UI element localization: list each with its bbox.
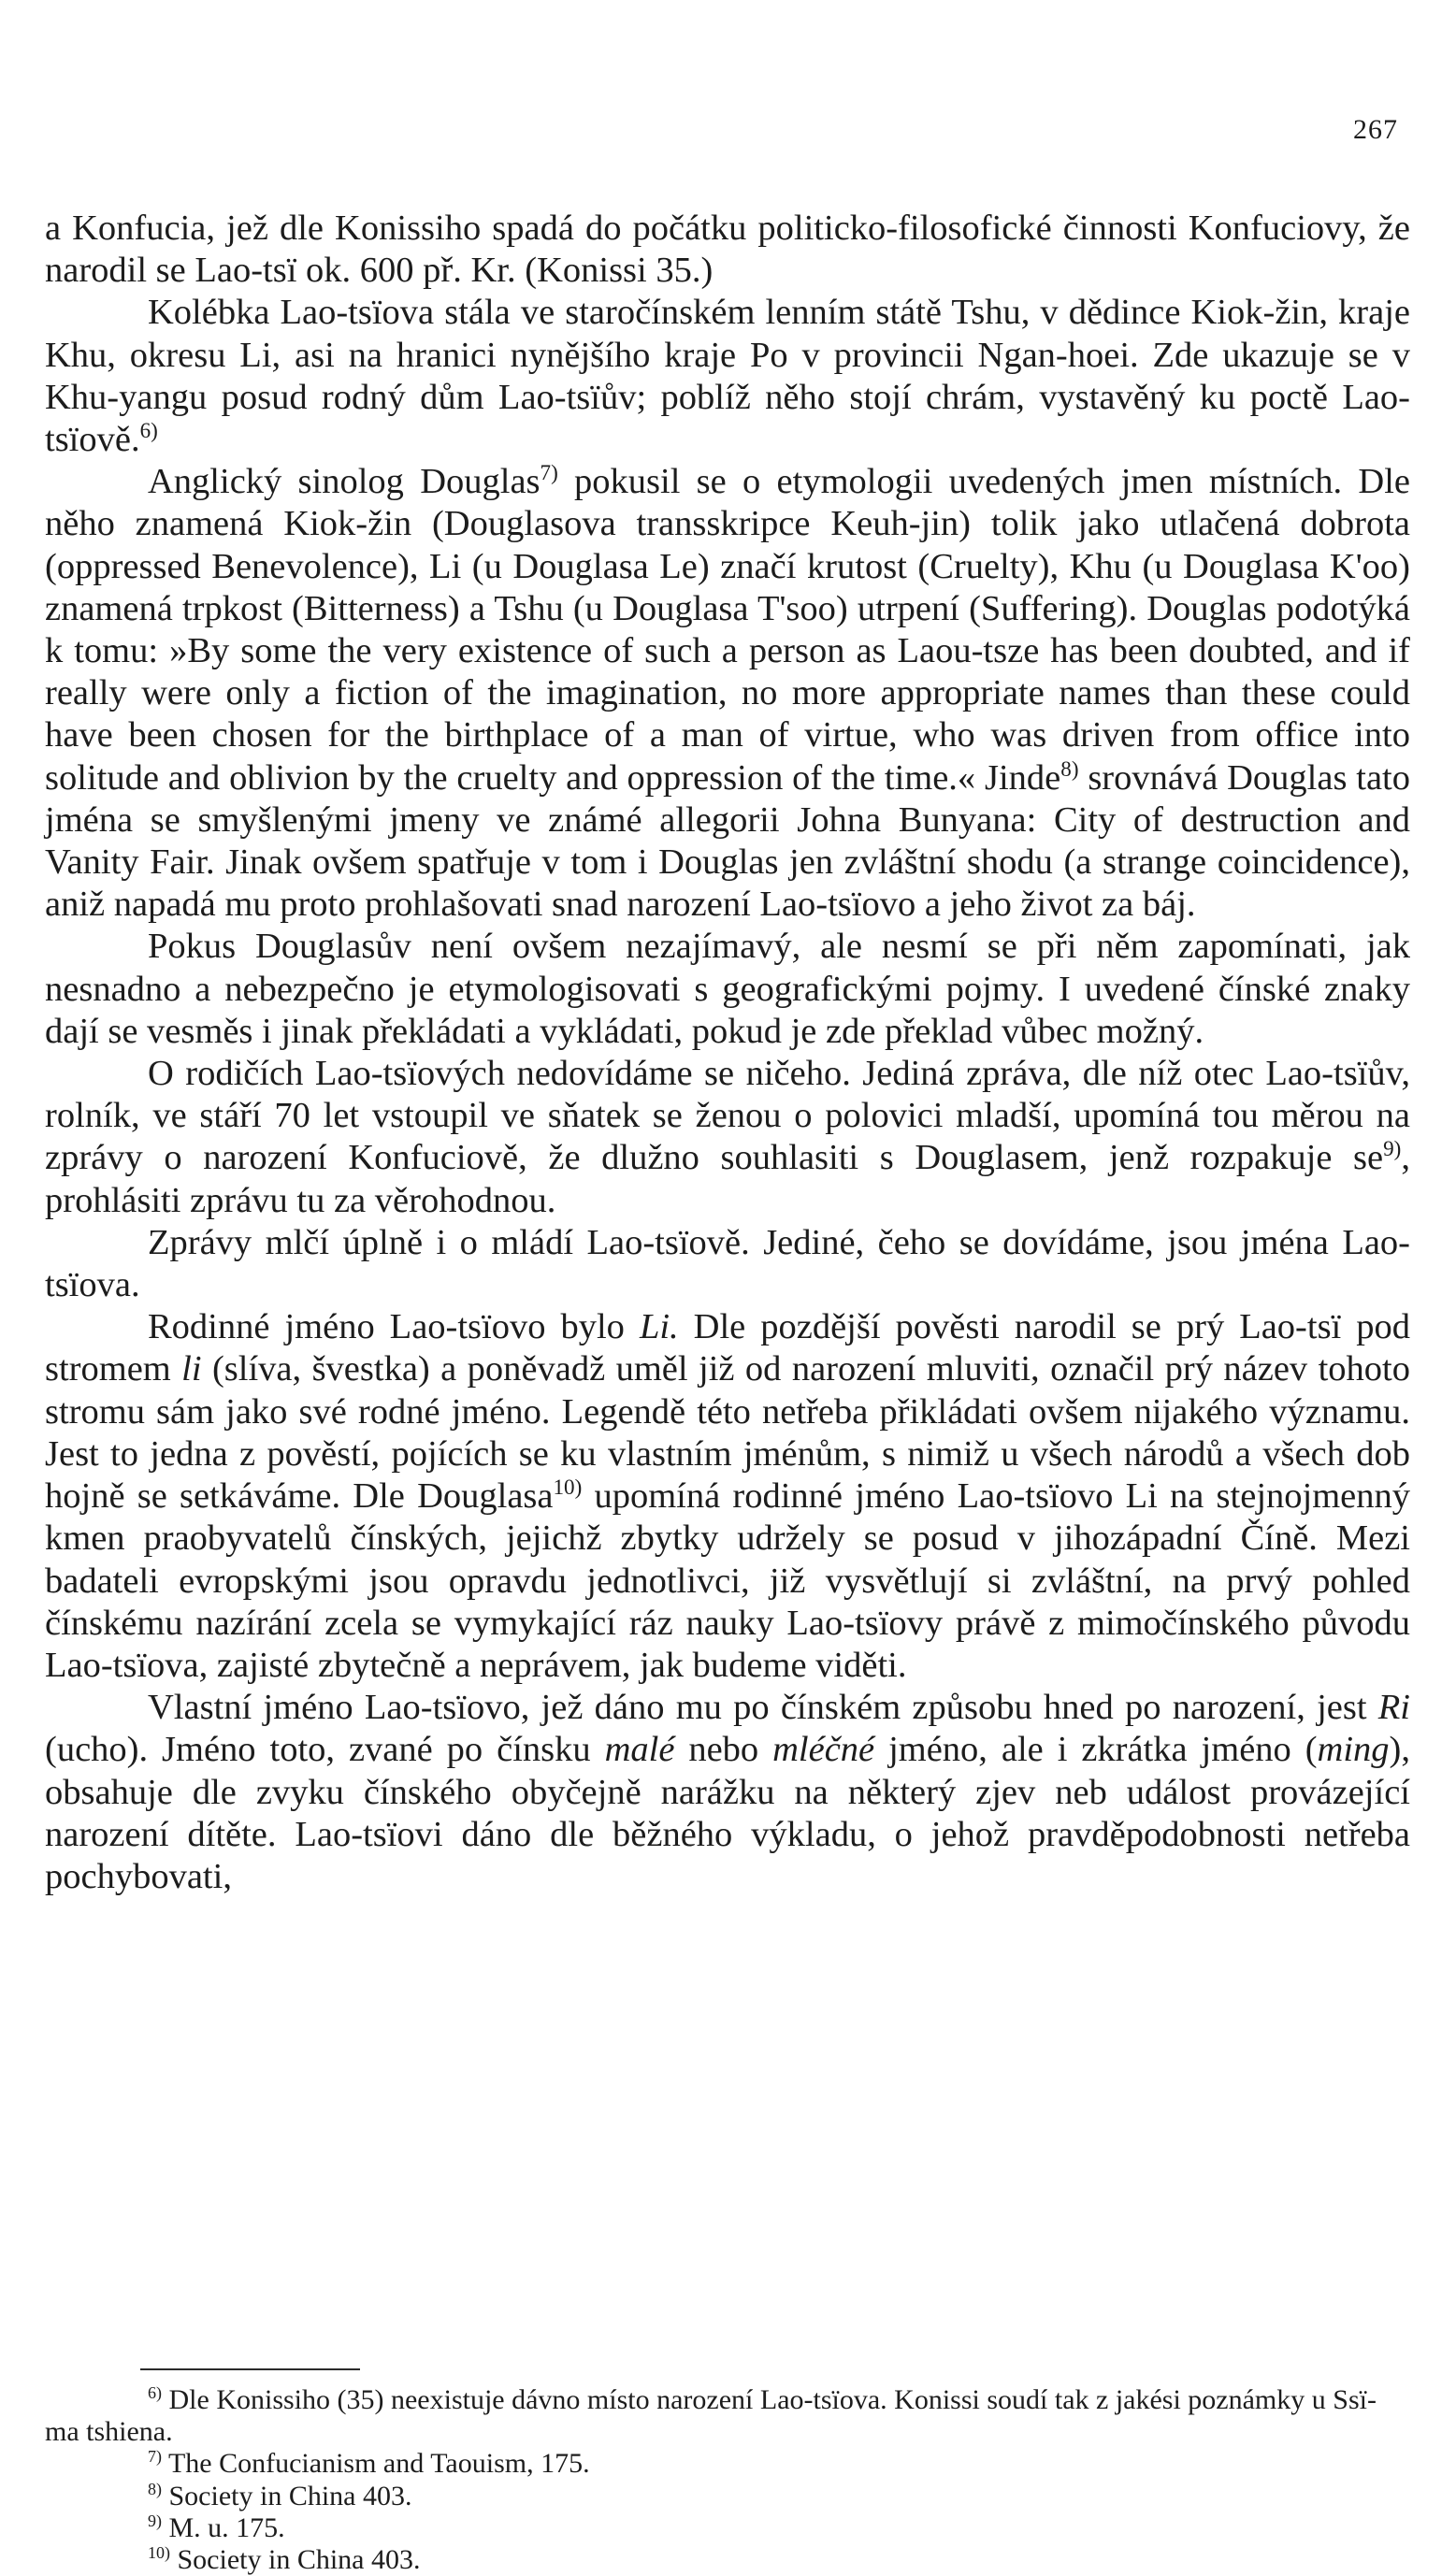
- italic-term: malé: [604, 1730, 675, 1770]
- text-segment: Rodinné jméno Lao-tsïovo bylo: [148, 1307, 640, 1347]
- text-segment: srovnává Douglas tato jména se smyšlenými jmeny ve známé allegorii Johna Bunyana: City of destruction and Vanity Fair. Jinak ovšem spatřuje v tom i Douglas jen zvláštní shodu (a strange coincidence), aniž napadá mu proto prohlašovati snad narození Lao-tsïovo a jeho život za báj.: [45, 757, 1410, 925]
- footnote-9: [45, 2512, 1410, 2544]
- footnote-8: [45, 2481, 1410, 2512]
- paragraph-5: [45, 1053, 1410, 1222]
- paragraph-4: Pokus Douglasův není ovšem nezajímavý, ale nesmí se při něm zapomínati, jak nesnadno a nebezpečno je etymologisovati s geografickými pojmy. I uvedené čínské znaky dají se vesměs i jinak překládati a vykládati, pokud je zde překlad vůbec možný.: [45, 927, 1410, 1051]
- text-segment: Dle pozdější pověsti narodil se prý Lao-tsï pod stromem: [45, 1307, 1410, 1389]
- italic-term: li: [181, 1349, 202, 1389]
- paragraph-7: [45, 1306, 1410, 1687]
- text-segment: pokusil se o etymologii uvedených jmen místních. Dle něho znamená Kiok-žin (Douglasova transskripce Keuh-jin) tolik jako utlačená dobrota (oppressed Benevolence), Li (u Douglasa Le) značí krutost (Cruelty), Khu (u Douglasa K'oo) znamená trpkost (Bitterness) a Tshu (u Douglasa T'soo) utrpení (Suffering). Douglas podotýká k tomu: »By some the very existence of such a person as Laou-tsze has been doubted, and if really were only a fiction of the imagination, no more appropriate names than these could have been chosen for the birthplace of a man of virtue, who was driven from office into solitude and oblivion by the cruelty and oppression of the time.« Jinde: [45, 462, 1410, 798]
- footnote-text: Society in China 403.: [177, 2544, 421, 2576]
- text-segment: , prohlásiti zprávu tu za věrohodnou.: [45, 1138, 1410, 1220]
- footnote-10: [45, 2544, 1410, 2576]
- text-segment: (ucho). Jméno toto, zvané po čínsku: [45, 1730, 605, 1770]
- footnote-mark: 7): [148, 2447, 162, 2467]
- italic-term: Li.: [639, 1307, 679, 1347]
- paragraph-8: [45, 1687, 1410, 1898]
- paragraph-2: [45, 292, 1410, 461]
- footnote-text: M. u. 175.: [168, 2511, 285, 2543]
- footnote-7: [45, 2448, 1410, 2480]
- text-segment: Anglický sinolog Douglas: [148, 462, 541, 502]
- paragraph-1: a Konfucia, jež dle Konissiho spadá do počátku politicko-filosofické činnosti Konfuciovy, že narodil se Lao-tsï ok. 600 př. Kr. (Konissi 35.): [45, 209, 1410, 291]
- text-segment: upomíná rodinné jméno Lao-tsïovo Li na stejnojmenný kmen praobyvatelů čínských, jejichž zbytky udržely se posud v jihozápadní Číně. Mezi badateli evropskými jsou opravdu jednotlivci, již vysvětlují si zvláštní, na prvý pohled čínskému nazírání zcela se vymykající ráz nauky Lao-tsïovy právě z mimočínského původu Lao-tsïova, zajisté zbytečně a neprávem, jak budeme viděti.: [45, 1476, 1410, 1685]
- footnote-text: Society in China 403.: [168, 2480, 412, 2511]
- footnote-ref-8[interactable]: 8): [1060, 756, 1079, 781]
- main-text: [45, 208, 1410, 1898]
- text-segment: ), obsahuje dle zvyku čínského obyčejně narážku na některý zjev neb událost provázející narození dítěte. Lao-tsïovi dáno dle běžného výkladu, o jehož pravděpodobnosti netřeba pochybovati,: [45, 1730, 1410, 1896]
- footnote-mark: 6): [148, 2383, 162, 2402]
- footnote-ref-7[interactable]: 7): [540, 460, 558, 485]
- text-segment: Kolébka Lao-tsïova stála ve staročínském lenním státě Tshu, v dědince Kiok-žin, kraje Khu, okresu Li, asi na hranici nynějšího kraje Po v provincii Ngan-hoei. Zde ukazuje se v Khu-yangu posud rodný dům Lao-tsïův; poblíž něho stojí chrám, vystavěný ku poctě Lao-tsïově.: [45, 293, 1410, 460]
- footnote-mark: 10): [148, 2543, 170, 2563]
- italic-term: mléčné: [772, 1730, 875, 1770]
- footnotes: [45, 2384, 1410, 2576]
- footnote-mark: 8): [148, 2479, 162, 2498]
- footnote-6: [45, 2384, 1410, 2448]
- text-segment: O rodičích Lao-tsïových nedovídáme se ničeho. Jediná zpráva, dle níž otec Lao-tsïův, rolník, ve stáří 70 let vstoupil ve sňatek se ženou o polovici mladší, upomíná tou měrou na zprávy o narození Konfuciově, že dlužno souhlasiti s Douglasem, jenž rozpakuje se: [45, 1054, 1410, 1178]
- footnote-separator: [140, 2368, 360, 2370]
- text-segment: jméno, ale i zkrátka jméno (: [874, 1730, 1318, 1770]
- page-number: 267: [1353, 114, 1398, 145]
- footnote-text: Dle Konissiho (35) neexistuje dávno místo narození Lao-tsïova. Konissi soudí tak z jakési poznámky u Ssï-ma tshiena.: [45, 2384, 1377, 2448]
- text-segment: nebo: [674, 1730, 773, 1770]
- footnote-mark: 9): [148, 2511, 162, 2530]
- italic-term: Ri: [1377, 1688, 1410, 1728]
- paragraph-6: Zprávy mlčí úplně i o mládí Lao-tsïově. Jediné, čeho se dovídáme, jsou jména Lao-tsïova.: [45, 1222, 1410, 1305]
- footnote-ref-6[interactable]: 6): [139, 418, 158, 443]
- footnote-text: The Confucianism and Taouism, 175.: [167, 2448, 590, 2480]
- text-segment: (slíva, švestka) a poněvadž uměl již od narození mluviti, označil prý název tohoto stromu sám jako své rodné jméno. Legendě této netřeba přikládati ovšem nijakého významu. Jest to jedna z pověstí, pojících se ku vlastním jménům, s nimiž u všech národů a všech dob hojně se setkáváme. Dle Douglasa: [45, 1349, 1410, 1517]
- footnote-ref-10[interactable]: 10): [553, 1475, 583, 1500]
- paragraph-3: [45, 461, 1410, 926]
- italic-term: ming: [1317, 1730, 1390, 1770]
- footnote-ref-9[interactable]: 9): [1383, 1136, 1402, 1161]
- text-segment: Vlastní jméno Lao-tsïovo, jež dáno mu po čínském způsobu hned po narození, jest: [148, 1688, 1378, 1728]
